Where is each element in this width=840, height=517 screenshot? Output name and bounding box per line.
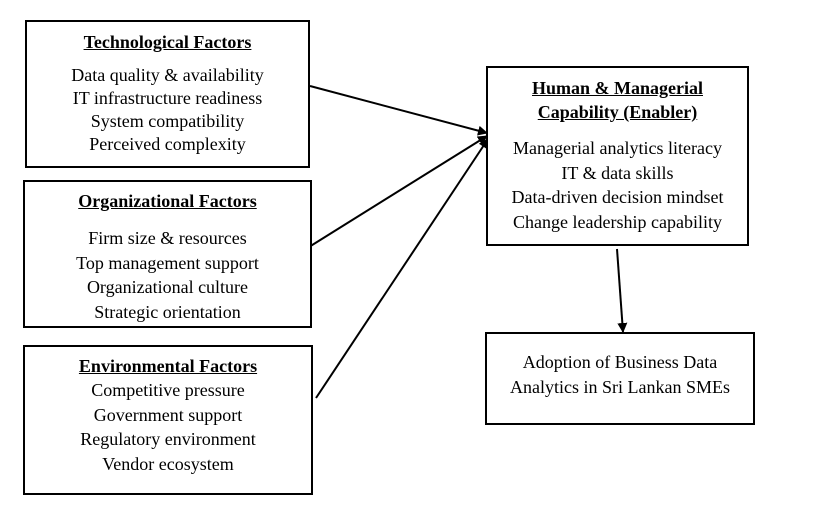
technological-item: Perceived complexity [89,134,246,154]
human-capability-title-line1: Human & Managerial [532,78,703,98]
environmental-factors-title: Environmental Factors [78,356,258,376]
arrow-organizational-to-human [309,136,487,247]
human-capability-item: Change leadership capability [513,211,722,232]
technological-factors-box [25,20,310,168]
arrow-technological-to-human [310,86,487,133]
organizational-item: Organizational culture [86,277,249,297]
environmental-item: Competitive pressure [91,380,245,400]
technological-item: IT infrastructure readiness [72,88,263,108]
organizational-item: Strategic orientation [94,301,241,322]
human-managerial-capability-box [486,66,749,246]
environmental-item: Government support [93,404,243,425]
adoption-text-line: Adoption of Business Data [522,352,718,372]
technological-item: Data quality & availability [71,65,264,85]
human-capability-item: Managerial analytics literacy [513,138,722,158]
arrow-human-to-adoption [617,249,623,332]
environmental-item: Regulatory environment [80,429,256,449]
organizational-factors-title: Organizational Factors [78,191,257,211]
human-capability-item: Data-driven decision mindset [511,187,724,207]
organizational-item: Firm size & resources [88,228,247,248]
environmental-factors-box [23,345,313,495]
environmental-item: Vendor ecosystem [102,453,234,474]
technological-factors-title: Technological Factors [83,32,252,52]
organizational-item: Top management support [76,252,259,273]
technological-item: System compatibility [90,111,245,131]
adoption-outcome-box [485,332,755,425]
arrow-environmental-to-human [316,139,488,398]
human-capability-title-line2: Capability (Enabler) [537,102,698,122]
organizational-factors-box [23,180,312,328]
human-capability-item: IT & data skills [561,162,674,183]
adoption-text-line: Analytics in Sri Lankan SMEs [510,377,730,397]
